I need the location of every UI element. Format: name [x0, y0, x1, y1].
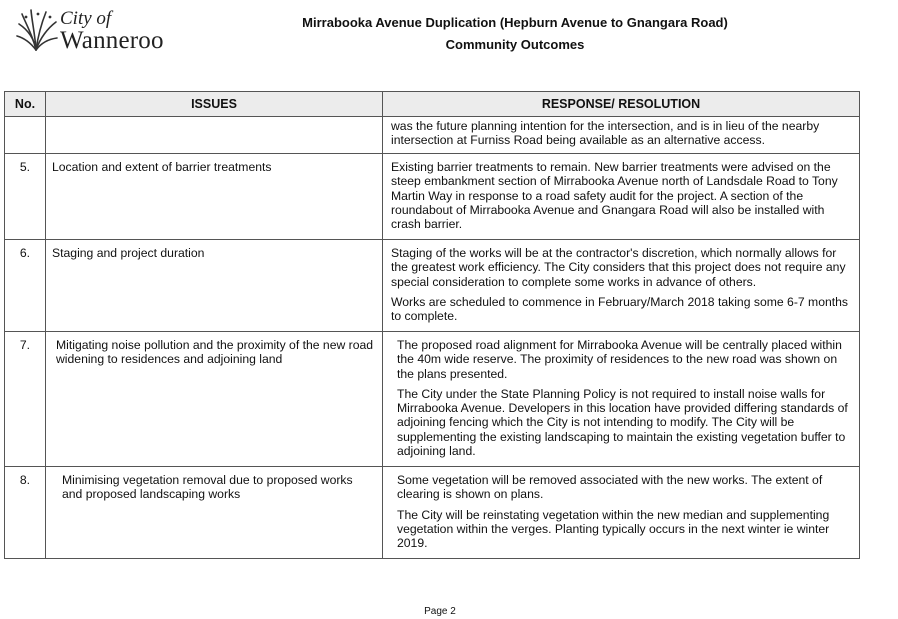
row-number: 5. — [5, 154, 46, 240]
row-number: 6. — [5, 240, 46, 332]
row-issue: Minimising vegetation removal due to proposed works and proposed landscaping works — [46, 467, 383, 559]
table-header-row — [5, 92, 860, 117]
community-outcomes-table — [4, 91, 860, 559]
row-issue: Location and extent of barrier treatments — [46, 154, 383, 240]
row-response — [383, 332, 860, 467]
response-paragraph: The proposed road alignment for Mirrabooka Avenue will be centrally placed within the 40m wide reserve. The proximity of residences to the new road was shown on the plans presented. — [397, 338, 842, 381]
response-paragraph: Existing barrier treatments to remain. New barrier treatments were advised on the steep embankment section of Mirrabooka Avenue north of Landsdale Road to Tony Martin Way in response to a road safety audit for the project. A section of the roundabout of Mirrabooka Avenue and Gnangara Road will also be installed with crash barrier. — [391, 160, 838, 232]
row-number: 8. — [5, 467, 46, 559]
logo-text-city-of: City of — [60, 8, 112, 29]
row-response — [383, 467, 860, 559]
response-paragraph: was the future planning intention for the intersection, and is in lieu of the nearby intersection at Furniss Road being available as an alternative access. — [391, 119, 820, 148]
response-paragraph: Works are scheduled to commence in February/March 2018 taking some 6-7 months to complete. — [391, 294, 849, 324]
table-row — [5, 240, 860, 332]
column-header-issues: ISSUES — [46, 92, 383, 117]
table-row — [5, 117, 860, 154]
document-title: Mirrabooka Avenue Duplication (Hepburn Avenue to Gnangara Road) — [302, 15, 728, 30]
row-number: 7. — [5, 332, 46, 467]
row-number — [5, 117, 46, 154]
row-issue: Staging and project duration — [46, 240, 383, 332]
table-row — [5, 332, 860, 467]
response-paragraph: The City under the State Planning Policy is not required to install noise walls for Mirrabooka Avenue. Developers in this location have provided differing standards of adjoining fencing which the City is not intending to modify. The City will be supplementing the existing landscaping to maintain the existing vegetation buffer to adjoining land. — [397, 386, 848, 459]
response-paragraph: Some vegetation will be removed associated with the new works. The extent of clearing is shown on plans. — [397, 473, 823, 502]
column-header-no: No. — [5, 92, 46, 117]
row-response — [383, 154, 860, 240]
row-response — [383, 240, 860, 332]
row-issue — [46, 117, 383, 154]
table-row — [5, 154, 860, 240]
page-number: Page 2 — [424, 606, 456, 617]
table-row — [5, 467, 860, 559]
row-issue: Mitigating noise pollution and the proximity of the new road widening to residences and adjoining land — [46, 332, 383, 467]
column-header-response: RESPONSE/ RESOLUTION — [383, 92, 860, 117]
row-response — [383, 117, 860, 154]
response-paragraph: Staging of the works will be at the contractor's discretion, which normally allows for the greatest work efficiency. The City considers that this project does not require any special consideration to complete some works in advance of others. — [391, 246, 846, 289]
document-subtitle: Community Outcomes — [445, 37, 585, 52]
logo-text-wanneroo: Wanneroo — [60, 27, 164, 54]
response-paragraph: The City will be reinstating vegetation within the new median and supplementing vegetation within the verges. Planting typically occurs in the next winter ie winter 2019. — [397, 507, 830, 551]
